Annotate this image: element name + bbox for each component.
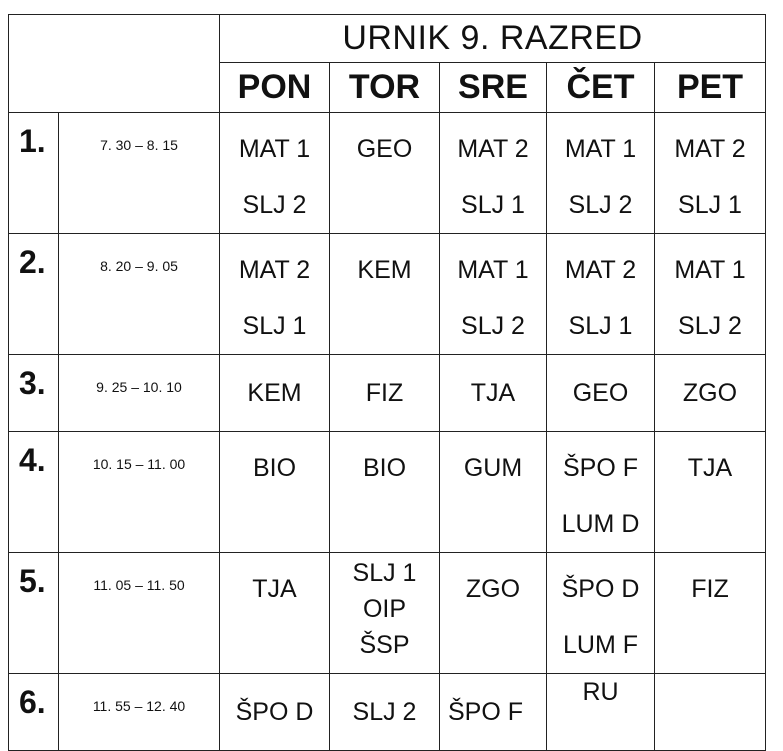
subject-label: GUM [463,454,523,482]
subject-label: TJA [470,379,516,407]
period-row-5 [9,553,766,674]
subject-label: KEM [357,256,412,284]
subject-label: RU [582,678,619,706]
slot-cell [220,355,330,432]
subject-label: ŠPO D [235,698,314,726]
slot-cell [547,553,655,674]
subject-label: OIP [362,595,407,623]
slot-cell [655,234,766,355]
corner-cell [9,15,220,113]
subject-label: ŠPO D [561,575,640,603]
subject-label: SLJ 2 [678,312,742,340]
subject-label: MAT 1 [564,135,637,163]
slot-cell [220,674,330,751]
subject-label: GEO [572,379,629,407]
subject-label: SLJ 2 [242,191,307,219]
subject-label: TJA [252,575,297,603]
subject-label: SLJ 1 [461,191,525,219]
slot-cell [440,432,547,553]
subject-label: ŠPO F [448,698,524,726]
subject-label: TJA [687,454,733,482]
subject-label: ZGO [682,379,738,407]
subject-label: LUM D [561,510,640,538]
slot-cell [330,553,440,674]
day-header-mon: PON [220,63,330,113]
day-header-tue: TOR [330,63,440,113]
subject-label: SLJ 1 [352,559,417,587]
period-number: 5. [9,553,59,674]
subject-label: MAT 2 [457,135,529,163]
slot-cell [330,432,440,553]
subject-label: SLJ 2 [461,312,525,340]
subject-label: MAT 1 [457,256,529,284]
subject-label: ŠPO F [562,454,638,482]
slot-cell [547,113,655,234]
slot-cell [220,553,330,674]
subject-label: MAT 2 [238,256,311,284]
timetable-title: URNIK 9. RAZRED [220,15,766,63]
subject-label: MAT 1 [674,256,746,284]
period-number: 6. [9,674,59,751]
day-header-fri: PET [655,63,766,113]
subject-label: MAT 2 [564,256,637,284]
period-number: 2. [9,234,59,355]
period-time: 9. 25 – 10. 10 [59,355,220,432]
subject-label: SLJ 1 [242,312,307,340]
timetable [8,14,766,751]
subject-label: MAT 1 [238,135,311,163]
subject-label: FIZ [691,575,729,603]
subject-label: BIO [362,454,407,482]
period-number: 3. [9,355,59,432]
slot-cell [220,234,330,355]
period-time: 11. 55 – 12. 40 [59,674,220,751]
slot-cell [547,234,655,355]
slot-cell [547,432,655,553]
subject-label: KEM [247,379,302,407]
period-number: 4. [9,432,59,553]
slot-cell [440,553,547,674]
slot-cell [330,674,440,751]
slot-cell [440,113,547,234]
period-time: 8. 20 – 9. 05 [59,234,220,355]
slot-cell [330,355,440,432]
period-row-6 [9,674,766,751]
subject-label: SLJ 1 [678,191,742,219]
period-time: 10. 15 – 11. 00 [59,432,220,553]
slot-cell [220,432,330,553]
slot-cell [440,355,547,432]
period-number: 1. [9,113,59,234]
subject-label: SLJ 1 [568,312,633,340]
subject-label: LUM F [563,631,638,659]
slot-cell-empty [655,674,766,751]
slot-cell [330,113,440,234]
subject-label: GEO [356,135,413,163]
slot-cell [655,355,766,432]
subject-label: SLJ 2 [352,698,417,726]
slot-cell [330,234,440,355]
subject-label: ŠSP [359,631,410,659]
day-header-thu: ČET [547,63,655,113]
subject-label: BIO [252,454,297,482]
slot-cell [220,113,330,234]
period-row-1 [9,113,766,234]
subject-label: FIZ [365,379,404,407]
slot-cell [547,674,655,751]
slot-cell [655,553,766,674]
slot-cell [655,113,766,234]
period-row-2 [9,234,766,355]
period-row-3 [9,355,766,432]
slot-cell [440,674,547,751]
subject-label: MAT 2 [674,135,746,163]
period-time: 11. 05 – 11. 50 [59,553,220,674]
day-header-wed: SRE [440,63,547,113]
period-row-4 [9,432,766,553]
period-time: 7. 30 – 8. 15 [59,113,220,234]
subject-label: SLJ 2 [568,191,633,219]
slot-cell [440,234,547,355]
slot-cell [547,355,655,432]
slot-cell [655,432,766,553]
subject-label: ZGO [465,575,521,603]
